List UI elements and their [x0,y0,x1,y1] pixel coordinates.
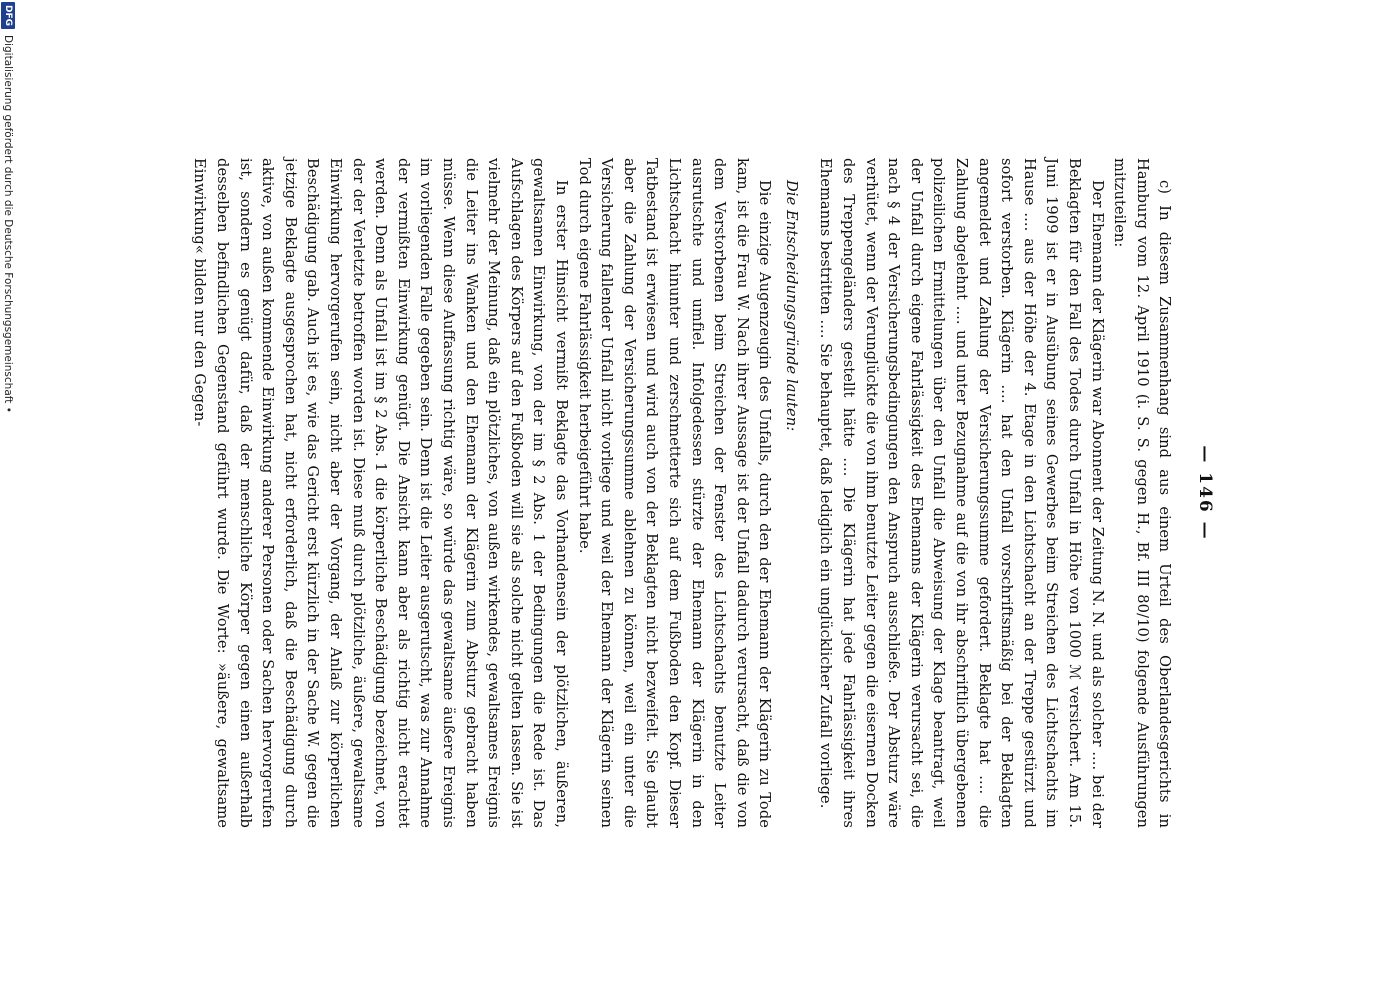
credit-line [0,2,16,998]
credit-text: Digitalisierung gefördert durch die Deutsche Forschungsgemeinschaft • [2,35,14,413]
page-content [126,152,1216,834]
dfg-logo: DFG [1,2,15,29]
paragraph-facts: Der Ehemann der Klägerin war Abonnent der Zeitung N. N. und als solcher .... bei der Beklagten für den Fall des Todes durch Unfall in Höhe von 1000 ℳ versichert. Am 15. Juni 1909 ist er in Ausübung seines Gewerbes beim Streichen des Lichtschachts im Hause .... aus der Höhe der 4. Etage in den Lichtschacht an der Treppe gestürzt und sofort verstorben. Klägerin .... hat den Unfall vorschriftsmäßig bei der Beklagten angemeldet und Zahlung der Versicherungssumme gefordert. Beklagte hat .... die Zahlung abgelehnt .... und unter Bezugnahme auf die von ihr abschriftlich übergebenen polizeilichen Ermittelungen über den Unfall die Abweisung der Klage beantragt, weil der Unfall durch eigene Fahrlässigkeit des Ehemanns der Klägerin verursacht sei, die nach § 4 der Versicherungsbedingungen den Anspruch ausschließe. Der Absturz wäre verhütet, wenn der Verunglückte die von ihm benutzte Leiter gegen die eisernen Docken des Treppengeländers gestellt hätte .... Die Klägerin hat jede Fahrlässigkeit ihres Ehemanns bestritten .... Sie behauptet, daß lediglich ein unglücklicher Zufall vorliege. [817,158,1106,828]
section-heading: Die Entscheidungsgründe lauten: [782,180,800,432]
rotated-page [126,152,1216,834]
digitization-credit [0,0,16,1000]
paragraph-reasons-2: In erster Hinsicht vermißt Beklagte das Vorhandensein der plötzlichen, äußeren, gewaltsamen Einwirkung, von der im § 2 Abs. 1 der Bedingungen die Rede ist. Das Aufschlagen des Körpers auf den Fußboden will sie als solche nicht gelten lassen. Sie ist vielmehr der Meinung, daß ein plötzliches, von außen wirkendes, gewaltsames Ereignis die Leiter ins Wanken und den Ehemann der Klägerin zum Absturz gebracht haben müsse. Wenn diese Auffassung richtig wäre, so würde das gewaltsame äußere Ereignis im vorliegenden Falle gegeben sein. Denn ist die Leiter ausgerutscht, was zur Annahme der vermißten Einwirkung genügt. Die Ansicht kann aber als richtig nicht erachtet werden. Denn als Unfall ist im § 2 Abs. 1 die körperliche Beschädigung bezeichnet, von der der Verletzte betroffen worden ist. Diese muß durch plötzliche, äußere, gewaltsame Einwirkung hervorgerufen sein, nicht aber der Vorgang, der Anlaß zur körperlichen Beschädigung gab. Auch ist es, wie das Gericht erst kürzlich in der Sache W. gegen die jetzige Beklagte ausgesprochen hat, nicht erforderlich, daß die Beschädigung durch aktive, von außen kommende Einwirkung anderer Personen oder Sachen hervorgerufen ist, sondern es genügt dafür, daß der menschliche Körper gegen einen außerhalb desselben befindlichen Gegenstand geführt wurde. Die Worte: »äußere, gewaltsame Einwirkung« bilden nur den Gegen- [191,158,570,828]
paragraph-intro: c) In diesem Zusammenhang sind aus einem Urteil des Oberlandesgerichts in Hamburg vom 12. April 1910 (i. S. S. gegen H., Bf. III 80/10) folgende Ausführungen mitzuteilen: [1111,158,1174,828]
page-number: — 146 — [1195,445,1215,541]
paragraph-reasons-1: Die einzige Augenzeugin des Unfalls, durch den der Ehemann der Klägerin zu Tode kam, ist die Frau W. Nach ihrer Aussage ist der Unfall dadurch verursacht, daß die von dem Verstorbenen beim Streichen der Fenster des Lichtschachts benutzte Leiter ausrutschte und umfiel. Infolgedessen stürzte der Ehemann der Klägerin in den Lichtschacht hinunter und zerschmetterte sich auf dem Fußboden den Kopf. Dieser Tatbestand ist erwiesen und wird auch von der Beklagten nicht bezweifelt. Sie glaubt aber die Zahlung der Versicherungssumme ablehnen zu können, weil ein unter die Versicherung fallender Unfall nicht vorliege und weil der Ehemann der Klägerin seinen Tod durch eigene Fahrlässigkeit herbeigeführt habe. [575,158,774,828]
